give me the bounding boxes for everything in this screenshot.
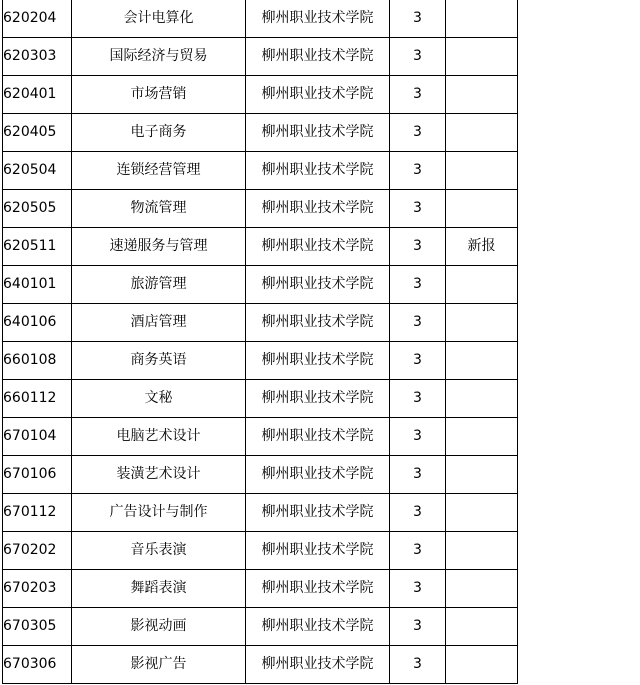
remark-cell bbox=[446, 152, 518, 190]
school-name-cell: 柳州职业技术学院 bbox=[246, 570, 390, 608]
table-row bbox=[3, 76, 518, 114]
major-code-cell: 660112 bbox=[3, 380, 72, 418]
school-name-cell: 柳州职业技术学院 bbox=[246, 114, 390, 152]
study-years-cell: 3 bbox=[390, 38, 446, 76]
remark-cell bbox=[446, 190, 518, 228]
remark-cell bbox=[446, 342, 518, 380]
study-years-cell: 3 bbox=[390, 228, 446, 266]
table-row bbox=[3, 494, 518, 532]
school-name-cell: 柳州职业技术学院 bbox=[246, 608, 390, 646]
school-name-cell: 柳州职业技术学院 bbox=[246, 228, 390, 266]
table-row bbox=[3, 152, 518, 190]
table-body bbox=[3, 0, 518, 684]
major-code-cell: 670306 bbox=[3, 646, 72, 684]
major-code-cell: 670305 bbox=[3, 608, 72, 646]
major-name-cell: 物流管理 bbox=[72, 190, 246, 228]
major-code-cell: 640101 bbox=[3, 266, 72, 304]
major-name-cell: 电脑艺术设计 bbox=[72, 418, 246, 456]
study-years-cell: 3 bbox=[390, 418, 446, 456]
table-row bbox=[3, 342, 518, 380]
remark-cell bbox=[446, 0, 518, 38]
table-row bbox=[3, 380, 518, 418]
remark-cell bbox=[446, 494, 518, 532]
remark-cell bbox=[446, 304, 518, 342]
table-row bbox=[3, 532, 518, 570]
remark-cell bbox=[446, 380, 518, 418]
school-name-cell: 柳州职业技术学院 bbox=[246, 342, 390, 380]
major-name-cell: 电子商务 bbox=[72, 114, 246, 152]
table-row bbox=[3, 114, 518, 152]
school-name-cell: 柳州职业技术学院 bbox=[246, 304, 390, 342]
remark-cell bbox=[446, 76, 518, 114]
school-name-cell: 柳州职业技术学院 bbox=[246, 380, 390, 418]
table-row bbox=[3, 418, 518, 456]
table-row bbox=[3, 608, 518, 646]
school-name-cell: 柳州职业技术学院 bbox=[246, 266, 390, 304]
study-years-cell: 3 bbox=[390, 190, 446, 228]
remark-cell bbox=[446, 418, 518, 456]
table-row bbox=[3, 0, 518, 38]
major-code-cell: 670112 bbox=[3, 494, 72, 532]
remark-cell bbox=[446, 114, 518, 152]
school-name-cell: 柳州职业技术学院 bbox=[246, 532, 390, 570]
table-row bbox=[3, 266, 518, 304]
study-years-cell: 3 bbox=[390, 76, 446, 114]
school-name-cell: 柳州职业技术学院 bbox=[246, 456, 390, 494]
school-name-cell: 柳州职业技术学院 bbox=[246, 418, 390, 456]
study-years-cell: 3 bbox=[390, 608, 446, 646]
study-years-cell: 3 bbox=[390, 304, 446, 342]
study-years-cell: 3 bbox=[390, 494, 446, 532]
school-name-cell: 柳州职业技术学院 bbox=[246, 646, 390, 684]
major-name-cell: 市场营销 bbox=[72, 76, 246, 114]
school-name-cell: 柳州职业技术学院 bbox=[246, 0, 390, 38]
major-code-cell: 670104 bbox=[3, 418, 72, 456]
school-name-cell: 柳州职业技术学院 bbox=[246, 76, 390, 114]
remark-cell bbox=[446, 608, 518, 646]
study-years-cell: 3 bbox=[390, 152, 446, 190]
table-row bbox=[3, 570, 518, 608]
remark-cell bbox=[446, 646, 518, 684]
study-years-cell: 3 bbox=[390, 114, 446, 152]
study-years-cell: 3 bbox=[390, 266, 446, 304]
major-name-cell: 广告设计与制作 bbox=[72, 494, 246, 532]
major-name-cell: 舞蹈表演 bbox=[72, 570, 246, 608]
table-row bbox=[3, 304, 518, 342]
major-name-cell: 文秘 bbox=[72, 380, 246, 418]
major-code-cell: 620405 bbox=[3, 114, 72, 152]
remark-cell bbox=[446, 570, 518, 608]
school-name-cell: 柳州职业技术学院 bbox=[246, 190, 390, 228]
major-code-cell: 670202 bbox=[3, 532, 72, 570]
major-name-cell: 旅游管理 bbox=[72, 266, 246, 304]
major-code-cell: 620303 bbox=[3, 38, 72, 76]
study-years-cell: 3 bbox=[390, 456, 446, 494]
major-name-cell: 速递服务与管理 bbox=[72, 228, 246, 266]
major-name-cell: 影视动画 bbox=[72, 608, 246, 646]
school-name-cell: 柳州职业技术学院 bbox=[246, 38, 390, 76]
study-years-cell: 3 bbox=[390, 570, 446, 608]
table-row bbox=[3, 228, 518, 266]
major-name-cell: 商务英语 bbox=[72, 342, 246, 380]
study-years-cell: 3 bbox=[390, 0, 446, 38]
major-code-cell: 620401 bbox=[3, 76, 72, 114]
remark-cell bbox=[446, 266, 518, 304]
major-name-cell: 国际经济与贸易 bbox=[72, 38, 246, 76]
study-years-cell: 3 bbox=[390, 342, 446, 380]
major-name-cell: 连锁经营管理 bbox=[72, 152, 246, 190]
major-code-cell: 620511 bbox=[3, 228, 72, 266]
major-code-cell: 670203 bbox=[3, 570, 72, 608]
table-row bbox=[3, 190, 518, 228]
school-name-cell: 柳州职业技术学院 bbox=[246, 494, 390, 532]
major-table bbox=[2, 0, 518, 684]
major-name-cell: 会计电算化 bbox=[72, 0, 246, 38]
remark-cell bbox=[446, 38, 518, 76]
school-name-cell: 柳州职业技术学院 bbox=[246, 152, 390, 190]
table-row bbox=[3, 646, 518, 684]
table-row bbox=[3, 38, 518, 76]
study-years-cell: 3 bbox=[390, 646, 446, 684]
remark-cell bbox=[446, 532, 518, 570]
major-name-cell: 酒店管理 bbox=[72, 304, 246, 342]
study-years-cell: 3 bbox=[390, 532, 446, 570]
major-code-cell: 620204 bbox=[3, 0, 72, 38]
major-code-cell: 640106 bbox=[3, 304, 72, 342]
major-code-cell: 620504 bbox=[3, 152, 72, 190]
major-name-cell: 装潢艺术设计 bbox=[72, 456, 246, 494]
major-name-cell: 音乐表演 bbox=[72, 532, 246, 570]
table-row bbox=[3, 456, 518, 494]
major-code-cell: 660108 bbox=[3, 342, 72, 380]
major-name-cell: 影视广告 bbox=[72, 646, 246, 684]
study-years-cell: 3 bbox=[390, 380, 446, 418]
remark-cell: 新报 bbox=[446, 228, 518, 266]
major-code-cell: 620505 bbox=[3, 190, 72, 228]
remark-cell bbox=[446, 456, 518, 494]
major-code-cell: 670106 bbox=[3, 456, 72, 494]
